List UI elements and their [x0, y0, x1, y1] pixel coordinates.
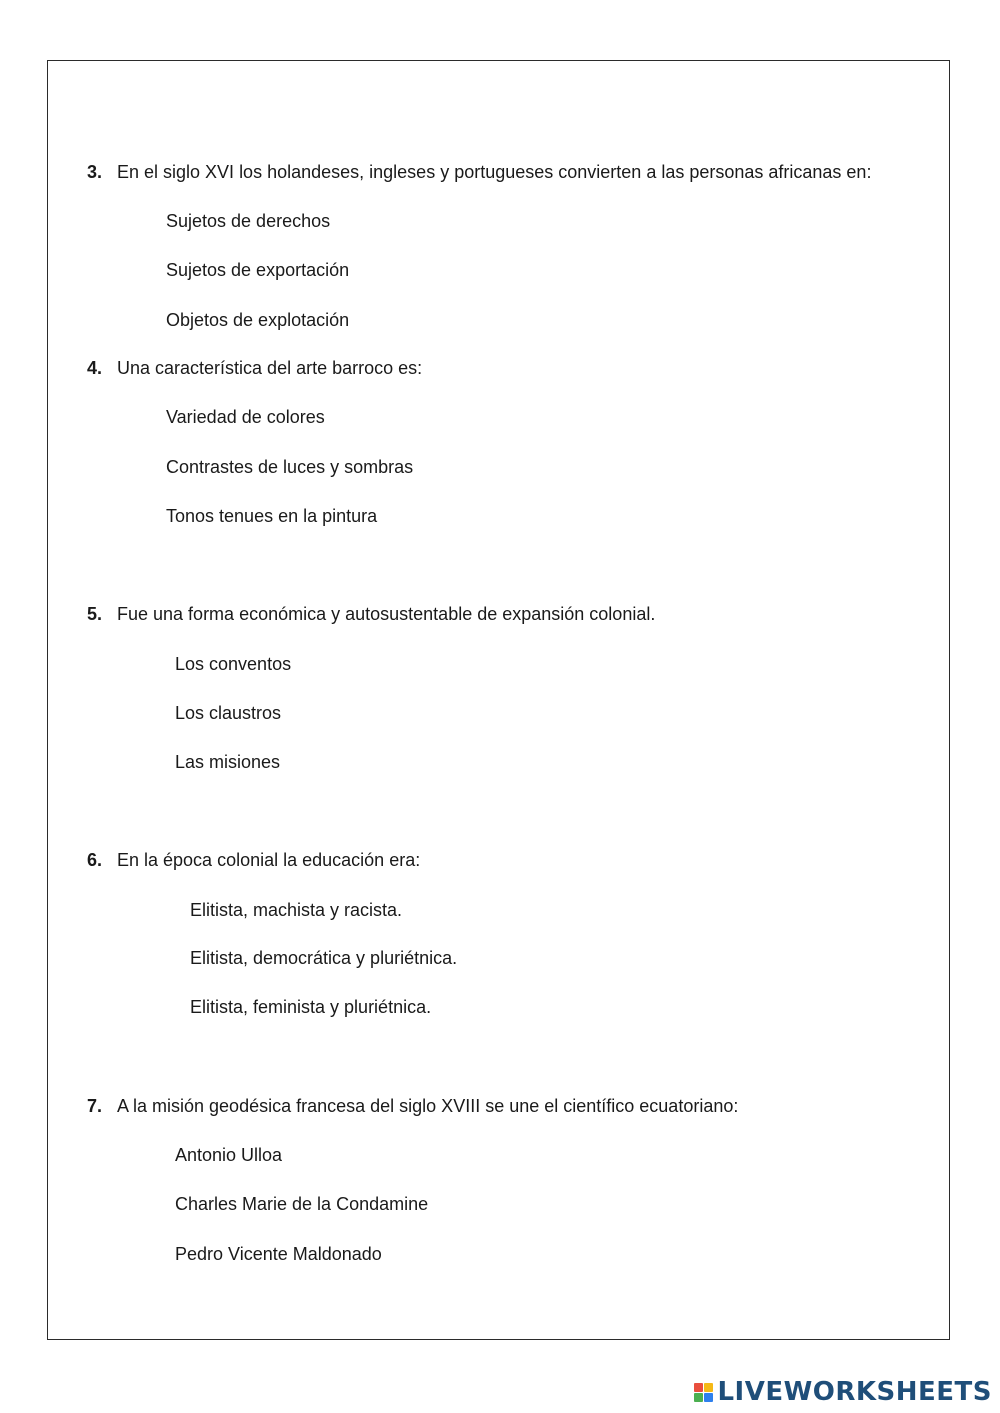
question-number: 4.	[87, 358, 103, 378]
option-4b[interactable]: Contrastes de luces y sombras	[166, 457, 414, 477]
option-3a[interactable]: Sujetos de derechos	[166, 211, 331, 231]
option-7a[interactable]: Antonio Ulloa	[175, 1145, 283, 1165]
option-6c[interactable]: Elitista, feminista y pluriétnica.	[190, 997, 432, 1017]
liveworksheets-logo	[694, 1377, 992, 1407]
option-3b[interactable]: Sujetos de exportación	[166, 260, 350, 280]
option-5a[interactable]: Los conventos	[175, 654, 292, 674]
question-number: 7.	[87, 1096, 103, 1116]
question-4	[87, 357, 422, 379]
option-4c[interactable]: Tonos tenues en la pintura	[166, 506, 378, 526]
question-text: Fue una forma económica y autosustentable de expansión colonial.	[117, 604, 656, 624]
question-text: En el siglo XVI los holandeses, ingleses y portugueses convierten a las personas africanas en:	[117, 162, 872, 182]
option-7b[interactable]: Charles Marie de la Condamine	[175, 1194, 429, 1214]
live-tiles-icon	[694, 1383, 713, 1402]
question-number: 6.	[87, 850, 103, 870]
question-number: 3.	[87, 162, 103, 182]
question-6	[87, 849, 420, 871]
question-3	[87, 161, 871, 183]
option-6b[interactable]: Elitista, democrática y pluriétnica.	[190, 948, 458, 968]
question-5	[87, 603, 655, 625]
option-6a[interactable]: Elitista, machista y racista.	[190, 900, 403, 920]
question-text: A la misión geodésica francesa del siglo XVIII se une el científico ecuatoriano:	[117, 1096, 739, 1116]
question-text: Una característica del arte barroco es:	[117, 358, 423, 378]
option-5b[interactable]: Los claustros	[175, 703, 282, 723]
option-4a[interactable]: Variedad de colores	[166, 407, 325, 427]
brand-name: LIVEWORKSHEETS	[717, 1377, 992, 1407]
question-7	[87, 1095, 738, 1117]
question-text: En la época colonial la educación era:	[117, 850, 421, 870]
option-5c[interactable]: Las misiones	[175, 752, 281, 772]
option-3c[interactable]: Objetos de explotación	[166, 310, 350, 330]
question-number: 5.	[87, 604, 103, 624]
option-7c[interactable]: Pedro Vicente Maldonado	[175, 1244, 382, 1264]
